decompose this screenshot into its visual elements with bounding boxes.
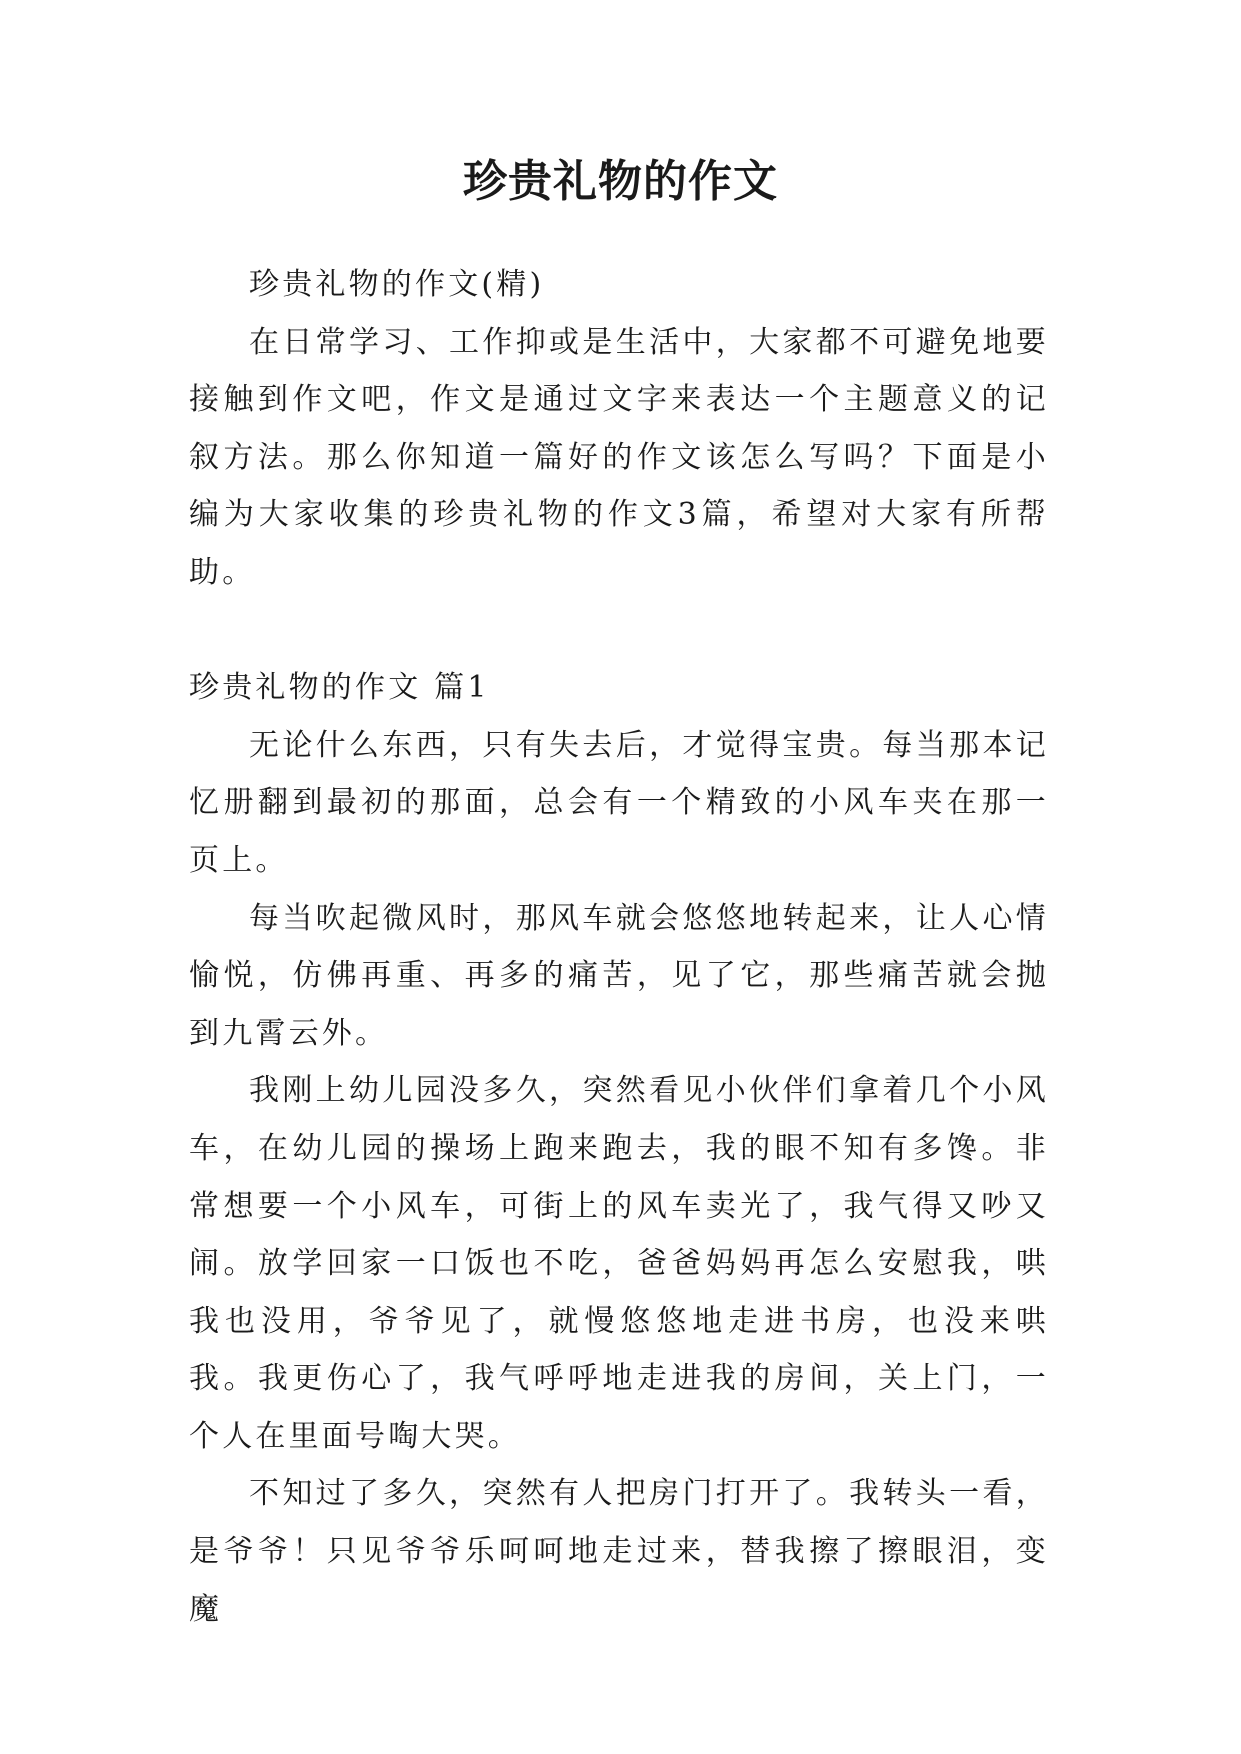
section-heading: 珍贵礼物的作文 篇1 [189, 670, 490, 706]
document-title: 珍贵礼物的作文 [463, 156, 778, 207]
document-body [189, 256, 1049, 1638]
body-paragraph: 我刚上幼儿园没多久，突然看见小伙伴们拿着几个小风车，在幼儿园的操场上跑来跑去，我的眼不知有多馋。非常想要一个小风车，可街上的风车卖光了，我气得又吵又闹。放学回家一口饭也不吃，爸爸妈妈再怎么安慰我，哄我也没用，爷爷见了，就慢悠悠地走进书房，也没来哄我。我更伤心了，我气呼呼地走进我的房间，关上门，一个人在里面号啕大哭。 [189, 1073, 1049, 1454]
body-paragraph: 不知过了多久，突然有人把房门打开了。我转头一看，是爷爷！只见爷爷乐呵呵地走过来，替我擦了擦眼泪，变魔 [189, 1476, 1049, 1627]
document-subtitle: 珍贵礼物的作文(精) [249, 267, 545, 302]
body-paragraph: 无论什么东西，只有失去后，才觉得宝贵。每当那本记忆册翻到最初的那面，总会有一个精致的小风车夹在那一页上。 [189, 727, 1049, 878]
body-paragraph: 每当吹起微风时，那风车就会悠悠地转起来，让人心情愉悦，仿佛再重、再多的痛苦，见了它，那些痛苦就会抛到九霄云外。 [189, 900, 1049, 1051]
intro-paragraph: 在日常学习、工作抑或是生活中，大家都不可避免地要接触到作文吧，作文是通过文字来表达一个主题意义的记叙方法。那么你知道一篇好的作文该怎么写吗？下面是小编为大家收集的珍贵礼物的作文3篇，希望对大家有所帮助。 [189, 324, 1049, 590]
